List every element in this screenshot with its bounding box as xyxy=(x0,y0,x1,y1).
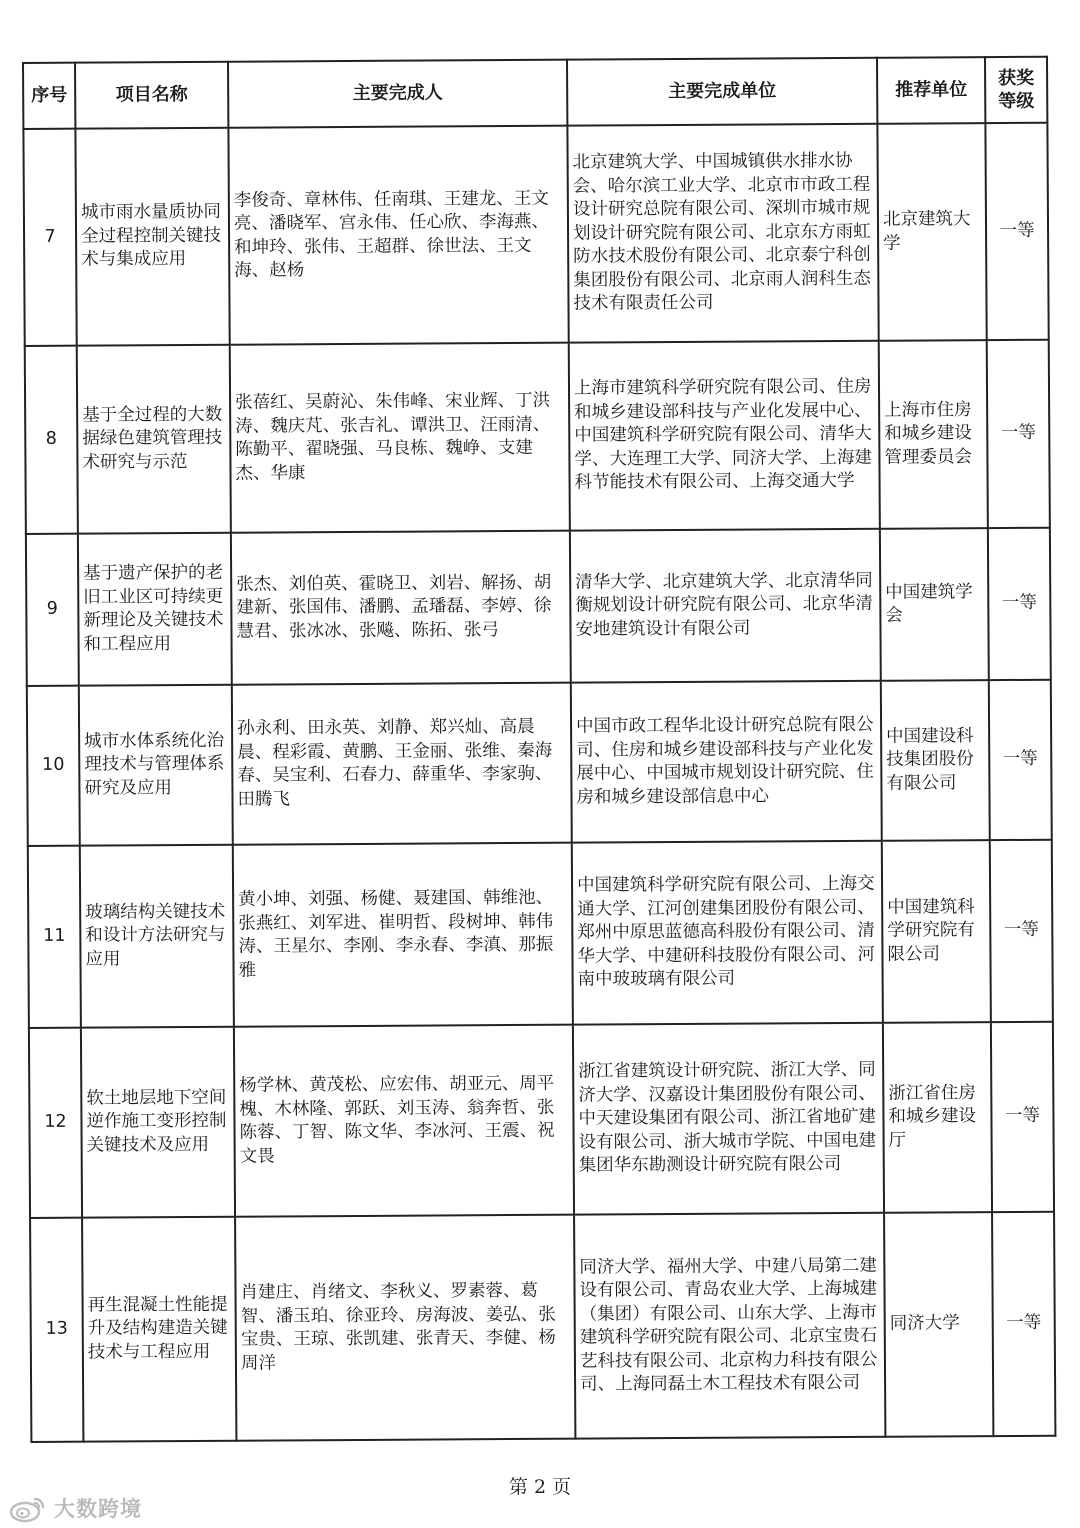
row-main-units: 中国建筑科学研究院有限公司、上海交通大学、江河创建集团股份有限公司、郑州中原思蓝德高科股份有限公司、清华大学、中建研科技股份有限公司、河南中玻玻璃有限公司 xyxy=(572,841,883,1025)
row-num: 11 xyxy=(28,846,81,1028)
row-award-grade: 一等 xyxy=(989,680,1052,840)
weibo-icon xyxy=(8,1493,48,1523)
row-main-people: 孙永利、田永英、刘静、郑兴灿、高晨晨、程彩霞、黄鹏、王金丽、张维、秦海春、吴宝利、石春力、薛重华、李家驹、田腾飞 xyxy=(232,683,572,845)
row-main-units: 北京建筑大学、中国城镇供水排水协会、哈尔滨工业大学、北京市市政工程设计研究总院有限公司、深圳市城市规划设计研究院有限公司、北京东方雨虹防水技术股份有限公司、北京泰宁科创集团股份有限公司、北京雨人润科生态技术有限责任公司 xyxy=(567,124,878,343)
row-main-people: 肖建庄、肖绪文、李秋义、罗素蓉、葛智、潘玉珀、徐亚玲、房海波、姜弘、张宝贵、王琼、张凯建、张青天、李健、杨周洋 xyxy=(235,1215,575,1441)
row-project-name: 再生混凝土性能提升及结构建造关键技术与工程应用 xyxy=(82,1217,236,1442)
table-row xyxy=(26,528,1051,686)
row-recommender: 中国建筑学会 xyxy=(880,528,989,681)
table-row xyxy=(30,1212,1055,1442)
row-project-name: 基于遗产保护的老旧工业区可持续更新理论及关键技术和工程应用 xyxy=(78,533,232,686)
header-main-people: 主要完成人 xyxy=(228,60,567,128)
table-header-row xyxy=(23,57,1047,129)
row-award-grade: 一等 xyxy=(992,1212,1055,1436)
row-num: 7 xyxy=(23,129,76,346)
page-number: 第 2 页 xyxy=(508,1476,572,1498)
row-num: 8 xyxy=(25,346,78,534)
row-main-people: 杨学林、黄茂松、应宏伟、胡亚元、周平槐、木林隆、郭跃、刘玉涛、翁奔哲、张陈蓉、丁智、陈文华、李冰河、王震、祝文畏 xyxy=(234,1025,574,1217)
table-row xyxy=(25,340,1050,534)
table-row xyxy=(29,1022,1054,1218)
row-project-name: 城市雨水量质协同全过程控制关键技术与集成应用 xyxy=(75,128,229,346)
awards-table xyxy=(22,56,1056,1443)
row-award-grade: 一等 xyxy=(990,840,1053,1022)
row-main-units: 同济大学、福州大学、中建八局第二建设有限公司、青岛农业大学、上海城建（集团）有限公司、山东大学、上海市建筑科学研究院有限公司、北京宝贵石艺科技有限公司、北京构力科技有限公司、上海同磊土木工程技术有限公司 xyxy=(574,1213,885,1439)
row-award-grade: 一等 xyxy=(985,123,1048,340)
row-main-people: 张杰、刘伯英、霍晓卫、刘岩、解扬、胡建新、张国伟、潘鹏、孟璠磊、李婷、徐慧君、张冰冰、张飚、陈拓、张弓 xyxy=(231,531,571,685)
row-recommender: 上海市住房和城乡建设管理委员会 xyxy=(879,340,988,529)
row-award-grade: 一等 xyxy=(987,340,1050,528)
row-num: 12 xyxy=(29,1028,82,1218)
table-row xyxy=(28,840,1053,1028)
watermark xyxy=(8,1493,142,1523)
header-award-grade: 获奖等级 xyxy=(985,57,1047,123)
header-recommender: 推荐单位 xyxy=(877,57,985,124)
row-num: 10 xyxy=(27,686,80,846)
watermark-text: 大数跨境 xyxy=(54,1497,142,1521)
row-recommender: 中国建筑科学研究院有限公司 xyxy=(882,840,991,1023)
row-award-grade: 一等 xyxy=(991,1022,1054,1212)
header-main-units: 主要完成单位 xyxy=(567,58,877,126)
row-main-units: 中国市政工程华北设计研究总院有限公司、住房和城乡建设部科技与产业化发展中心、中国城市规划设计研究院、住房和城乡建设部信息中心 xyxy=(571,681,882,843)
row-project-name: 软土地层地下空间逆作施工变形控制关键技术及应用 xyxy=(81,1027,235,1218)
row-recommender: 浙江省住房和城乡建设厅 xyxy=(883,1022,992,1213)
row-main-units: 上海市建筑科学研究院有限公司、住房和城乡建设部科技与产业化发展中心、中国建筑科学研究院有限公司、清华大学、大连理工大学、同济大学、上海建科节能技术有限公司、上海交通大学 xyxy=(569,341,880,531)
row-project-name: 城市水体系统化治理技术与管理体系研究及应用 xyxy=(79,685,233,846)
row-num: 9 xyxy=(26,534,79,686)
row-main-people: 黄小坤、刘强、杨健、聂建国、韩维池、张燕红、刘军进、崔明哲、段树坤、韩伟涛、王星尔、李刚、李永春、李滇、那振雅 xyxy=(233,843,573,1027)
row-recommender: 同济大学 xyxy=(884,1212,993,1437)
table-row xyxy=(27,680,1052,846)
row-recommender: 北京建筑大学 xyxy=(877,123,986,341)
row-recommender: 中国建设科技集团股份有限公司 xyxy=(881,680,990,841)
row-main-people: 李俊奇、章林伟、任南琪、王建龙、王文亮、潘晓军、宫永伟、任心欣、李海燕、和坤玲、张伟、王超群、徐世法、王文海、赵杨 xyxy=(228,126,568,345)
row-num: 13 xyxy=(30,1218,83,1442)
row-main-people: 张蓓红、吴蔚沁、朱伟峰、宋业辉、丁洪涛、魏庆芃、张吉礼、谭洪卫、汪雨清、陈勤平、翟晓强、马良栋、魏峥、支建杰、华康 xyxy=(230,343,570,533)
header-num: 序号 xyxy=(23,63,75,129)
row-project-name: 玻璃结构关键技术和设计方法研究与应用 xyxy=(80,845,234,1028)
table-row xyxy=(23,123,1048,346)
row-main-units: 清华大学、北京建筑大学、北京清华同衡规划设计研究院有限公司、北京华清安地建筑设计有限公司 xyxy=(570,529,881,683)
row-project-name: 基于全过程的大数据绿色建筑管理技术研究与示范 xyxy=(77,345,231,534)
row-main-units: 浙江省建筑设计研究院、浙江大学、同济大学、汉嘉设计集团股份有限公司、中天建设集团有限公司、浙江省地矿建设有限公司、浙大城市学院、中国电建集团华东勘测设计研究院有限公司 xyxy=(573,1023,884,1215)
header-project-name: 项目名称 xyxy=(75,62,228,129)
row-award-grade: 一等 xyxy=(988,528,1051,680)
